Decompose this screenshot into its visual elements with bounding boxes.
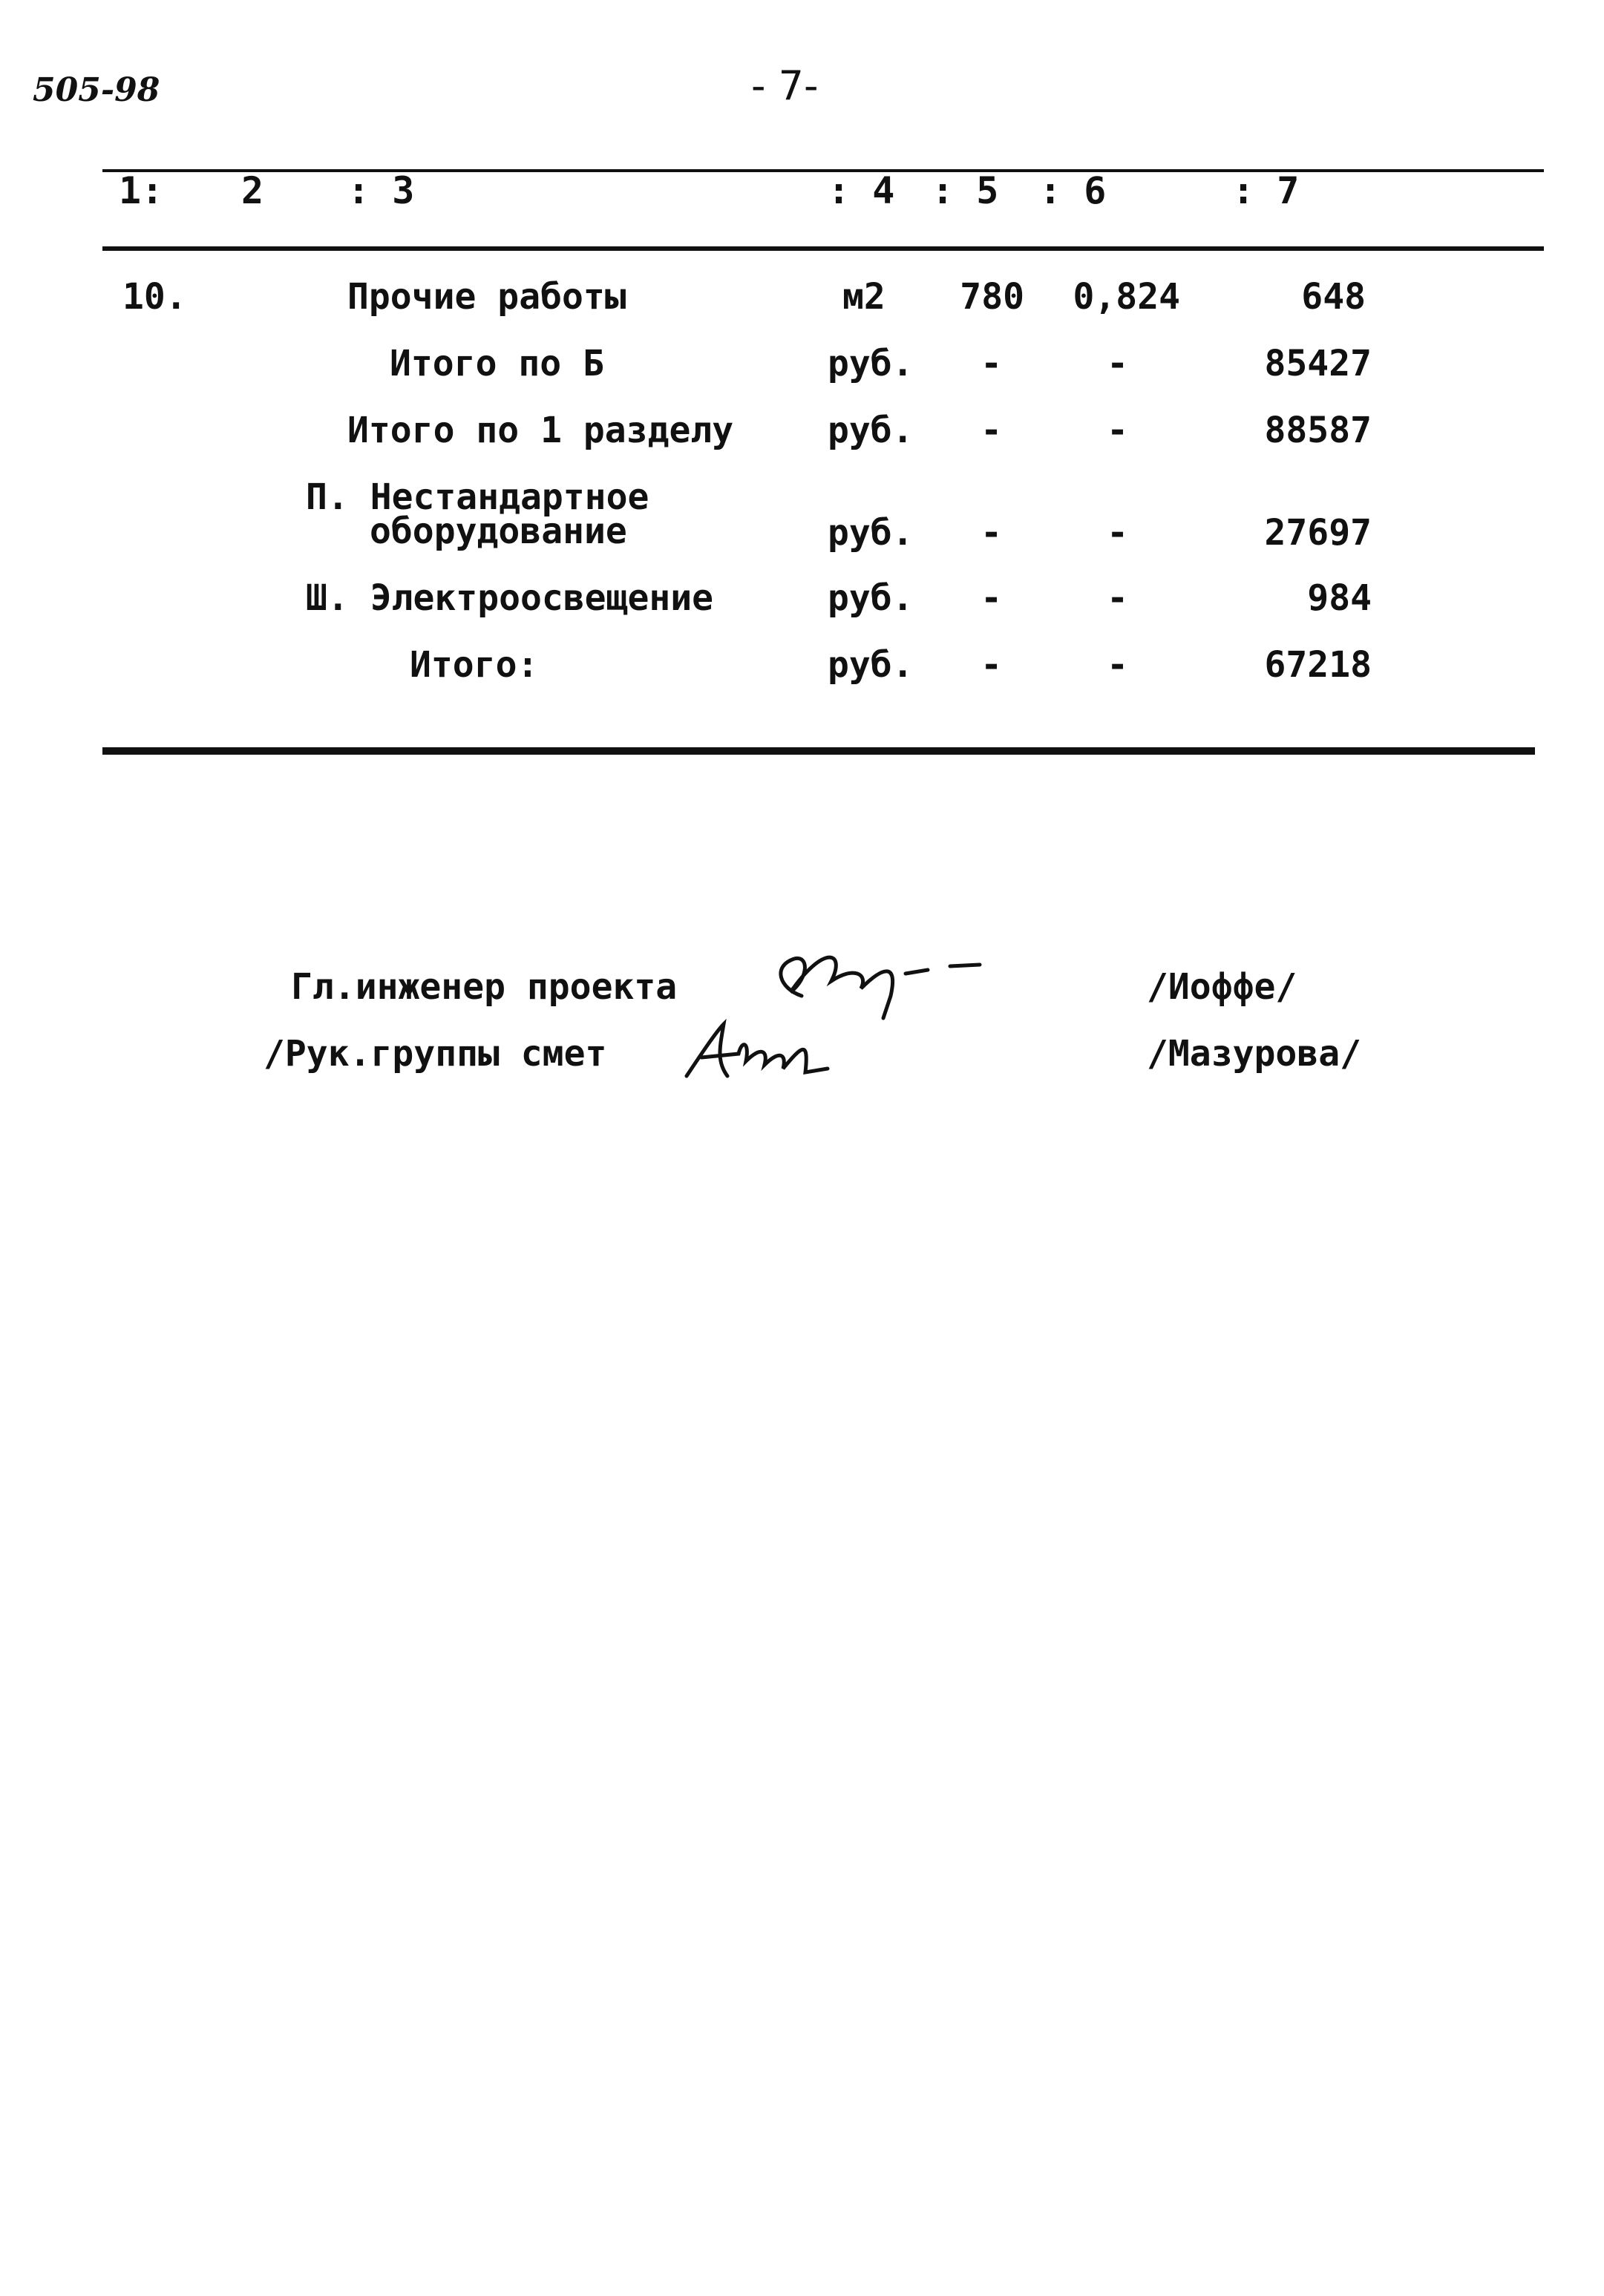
header-col-2: 2 [241, 169, 264, 212]
table-header-rule [102, 246, 1544, 251]
header-col-7: : 7 [1232, 169, 1300, 212]
chief-engineer-label: Гл.инженер проекта [291, 966, 678, 1008]
row-qty: - [981, 410, 1002, 451]
row-total: 67218 [1264, 644, 1372, 686]
row-total: 27697 [1264, 512, 1372, 554]
header-col-6: : 6 [1039, 169, 1107, 212]
row-total: 648 [1301, 276, 1366, 318]
header-col-5: : 5 [932, 169, 999, 212]
row-qty: - [981, 644, 1002, 686]
page-number: - 7- [751, 62, 819, 109]
row-price: - [1107, 644, 1128, 686]
row-price: - [1107, 512, 1128, 554]
row-name-line-1: П. Нестандартное [306, 476, 649, 518]
row-name: Итого: [410, 644, 539, 686]
row-total: 984 [1307, 577, 1372, 619]
row-total: 85427 [1264, 343, 1372, 384]
estimates-head-name: /Мазурова/ [1147, 1033, 1361, 1075]
header-col-1: 1: [119, 169, 164, 212]
row-name-line-2: оборудование [370, 511, 627, 552]
row-name: Ш. Электроосвещение [306, 577, 714, 619]
row-unit: руб. [828, 410, 914, 451]
document-code: 505-98 [33, 71, 160, 109]
row-price: - [1107, 577, 1128, 619]
row-name: Итого по Б [390, 343, 604, 384]
table-top-rule [102, 169, 1544, 172]
row-price: 0,824 [1073, 276, 1180, 318]
chief-engineer-name: /Иоффе/ [1147, 966, 1297, 1008]
table-bottom-rule [102, 747, 1535, 755]
row-qty: 780 [960, 276, 1024, 318]
row-unit: руб. [828, 343, 914, 384]
estimates-head-label: /Рук.группы смет [263, 1033, 607, 1075]
row-total: 88587 [1264, 410, 1372, 451]
row-qty: - [981, 343, 1002, 384]
row-name: Прочие работы [347, 276, 626, 318]
row-number: 10. [122, 276, 187, 318]
row-qty: - [981, 577, 1002, 619]
row-unit: руб. [828, 577, 914, 619]
row-unit: руб. [828, 644, 914, 686]
header-col-4: : 4 [828, 169, 895, 212]
row-price: - [1107, 410, 1128, 451]
header-col-3: : 3 [347, 169, 415, 212]
row-name: Итого по 1 разделу [347, 410, 734, 451]
row-unit: м2 [842, 276, 886, 318]
estimates-head-signature [679, 1009, 857, 1091]
row-price: - [1107, 343, 1128, 384]
row-qty: - [981, 512, 1002, 554]
row-unit: руб. [828, 512, 914, 554]
